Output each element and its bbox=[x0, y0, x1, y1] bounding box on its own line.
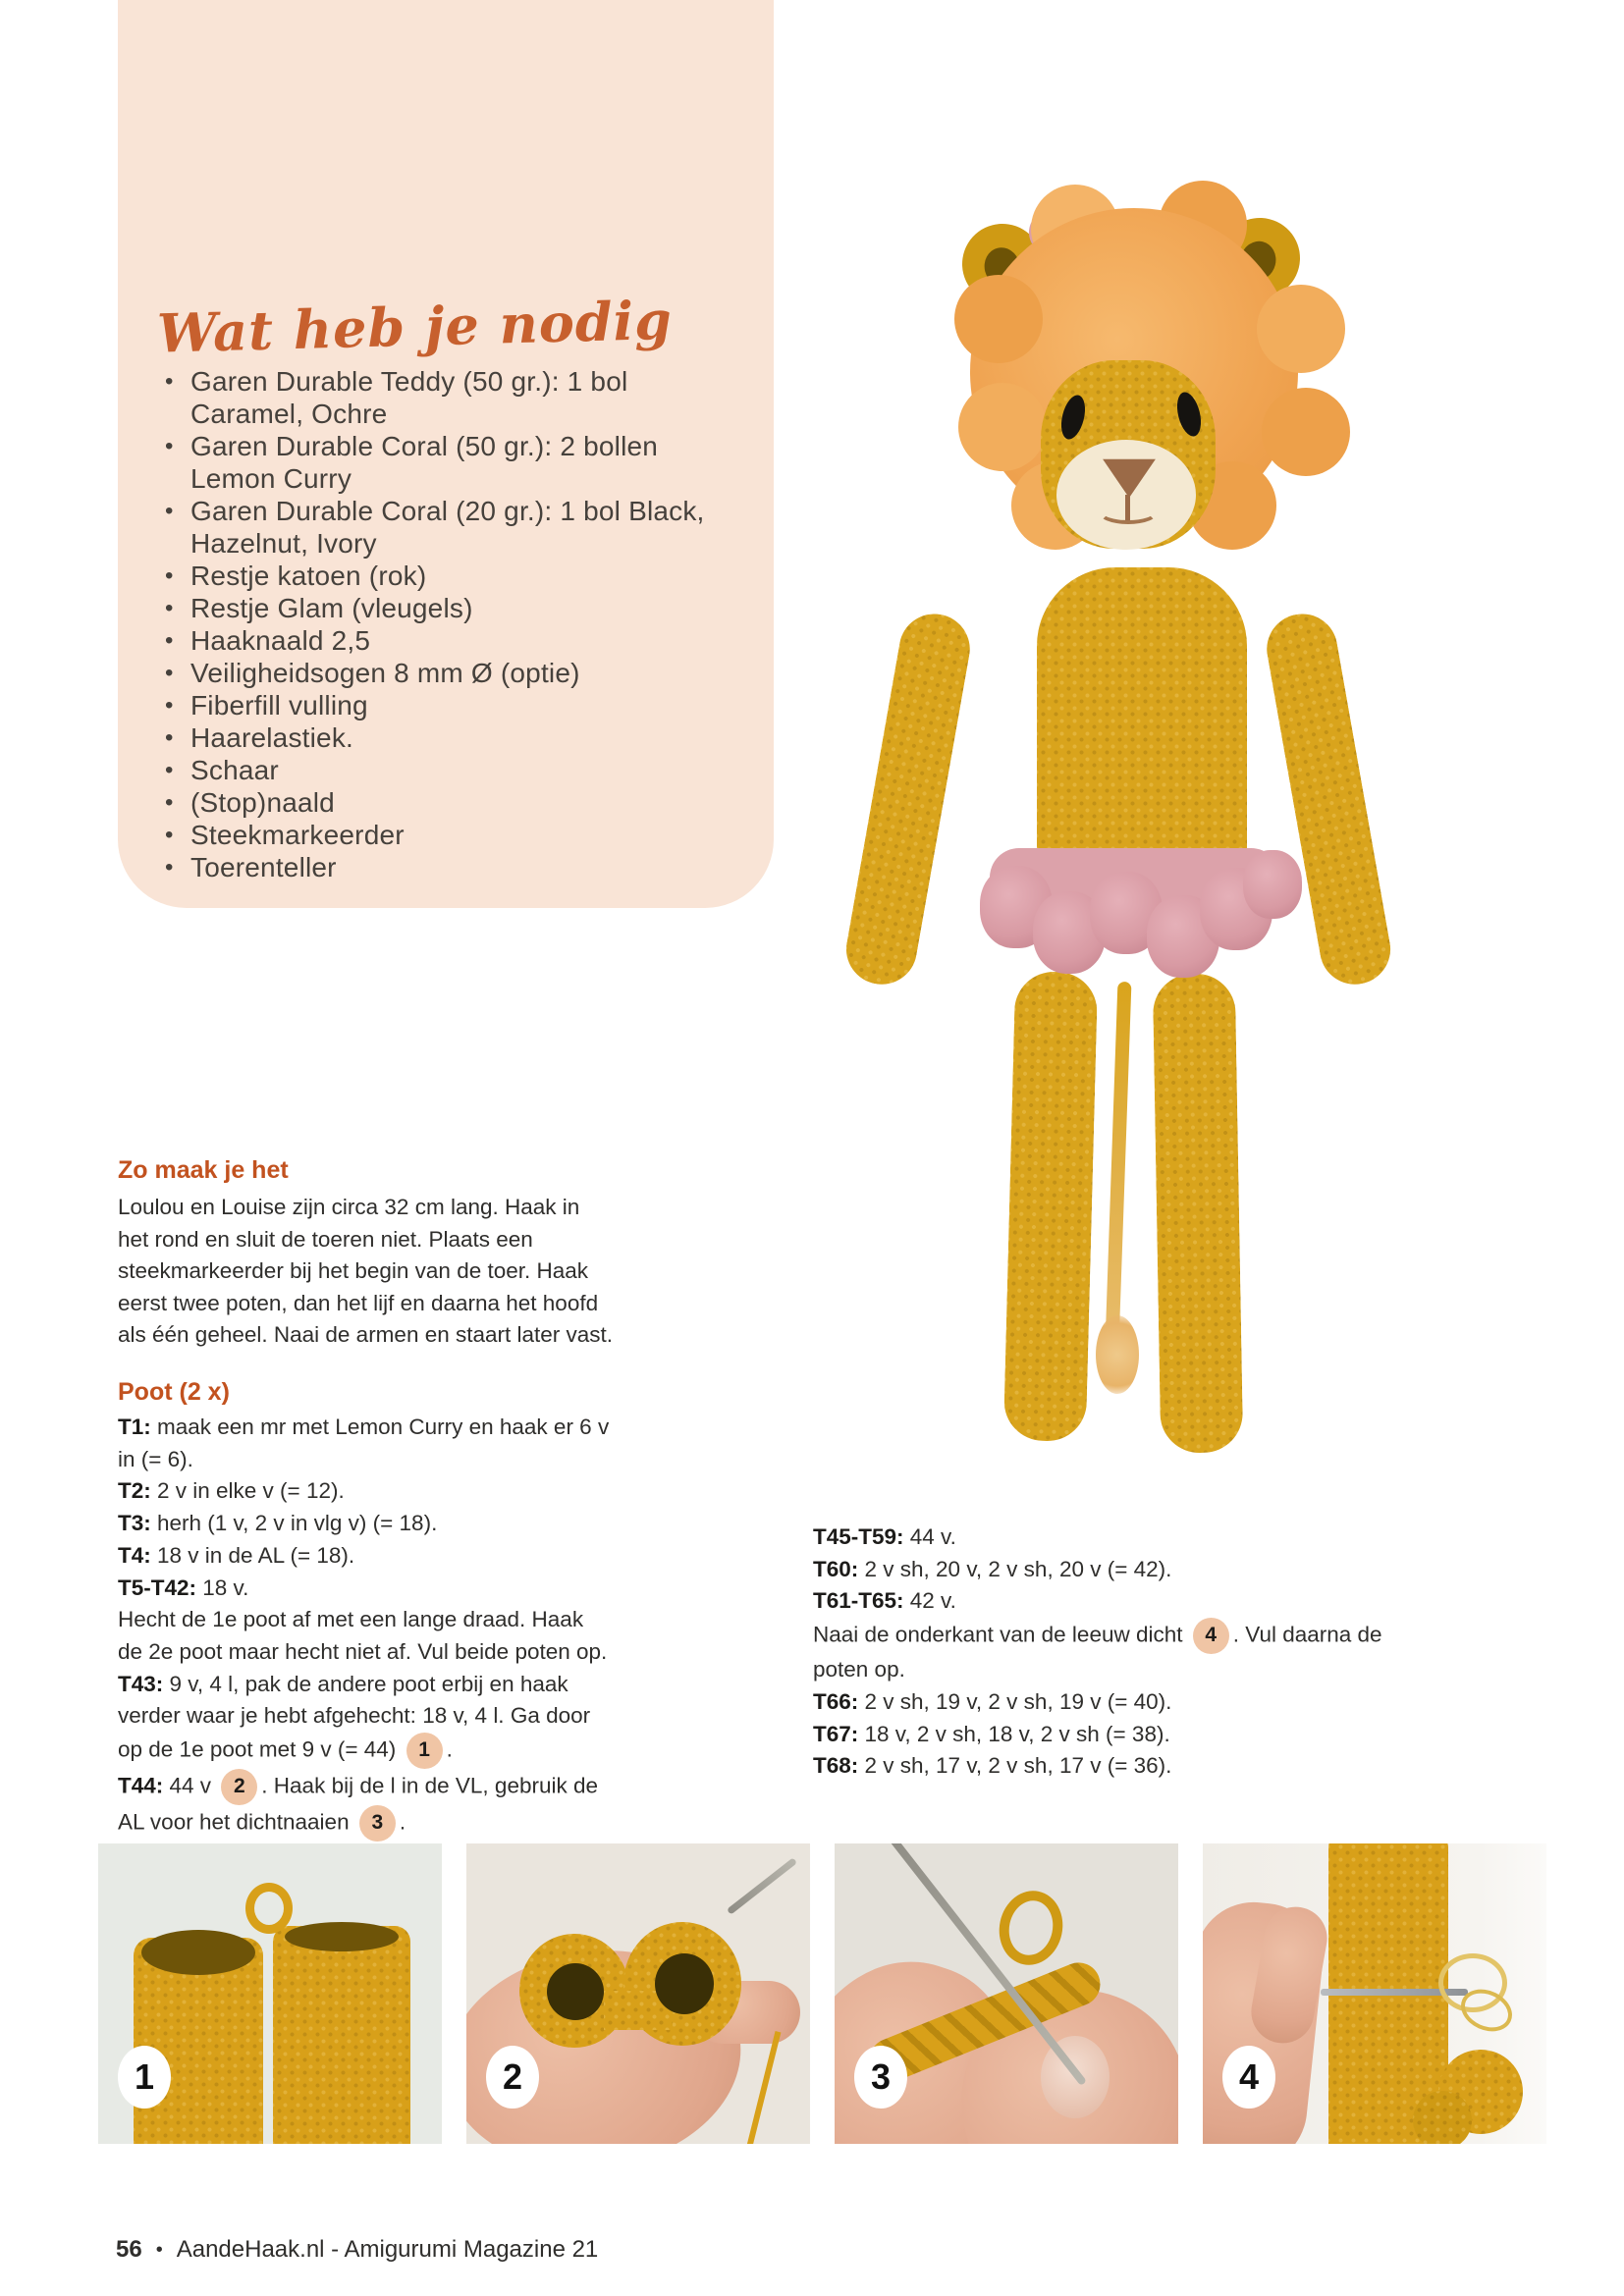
material-item: • Haaknaald 2,5 bbox=[163, 624, 713, 657]
material-item: • Fiberfill vulling bbox=[163, 689, 713, 721]
step-label: T60: bbox=[813, 1556, 859, 1581]
tube-hole bbox=[547, 1963, 604, 2020]
step-note: Hecht de 1e poot af met een lange draad. Haak de 2e poot maar hecht niet af. Vul beide poten op. bbox=[118, 1607, 608, 1664]
yarn-loop bbox=[245, 1883, 293, 1934]
step-row-t66 bbox=[813, 1686, 1402, 1719]
step-label: T2: bbox=[118, 1478, 151, 1504]
step-photo-2 bbox=[466, 1843, 810, 2144]
step-text: 2 v sh, 20 v, 2 v sh, 20 v (= 42). bbox=[858, 1556, 1172, 1581]
photo-badge-1: 1 bbox=[118, 2046, 171, 2109]
step-text: 44 v bbox=[163, 1773, 218, 1798]
step-text: . Haak bij de l in de VL, gebruik de AL voor het dichtnaaien bbox=[118, 1773, 599, 1835]
mane-tuft bbox=[1262, 388, 1350, 476]
material-item: • Garen Durable Coral (20 gr.): 1 bol Black, Hazelnut, Ivory bbox=[163, 495, 713, 560]
step-badge-4: 4 bbox=[1193, 1618, 1229, 1654]
tutu-ruffle bbox=[1243, 850, 1302, 919]
step-label: T43: bbox=[118, 1671, 164, 1696]
step-label: T5-T42: bbox=[118, 1575, 197, 1600]
step-badge-2: 2 bbox=[221, 1769, 257, 1805]
howto-heading: Zo maak je het bbox=[118, 1156, 289, 1184]
step-label: T4: bbox=[118, 1542, 151, 1568]
step-row-t5 bbox=[118, 1573, 614, 1605]
step-note-sew bbox=[813, 1618, 1402, 1686]
lion-tail bbox=[1106, 982, 1132, 1345]
step-row-t43 bbox=[118, 1669, 614, 1769]
lion-arm-right bbox=[1262, 609, 1396, 990]
step-text: 42 v. bbox=[903, 1588, 956, 1614]
photo-badge-4: 4 bbox=[1222, 2046, 1275, 2109]
step-photo-1 bbox=[98, 1843, 442, 2144]
mane-tuft bbox=[1257, 285, 1345, 373]
step-text: 18 v, 2 v sh, 18 v, 2 v sh (= 38). bbox=[858, 1721, 1170, 1746]
page-footer bbox=[116, 2236, 598, 2264]
footer-separator: • bbox=[155, 2238, 163, 2261]
step-row-t4 bbox=[118, 1540, 614, 1573]
step-text: 44 v. bbox=[903, 1524, 956, 1549]
step-text: 2 v in elke v (= 12). bbox=[150, 1478, 345, 1504]
materials-box bbox=[118, 0, 774, 908]
lion-leg-left bbox=[1003, 971, 1098, 1442]
step-row-t2 bbox=[118, 1475, 614, 1508]
step-text: 18 v. bbox=[196, 1575, 249, 1600]
step-text: . Vul daarna de poten op. bbox=[813, 1622, 1382, 1682]
yarn-strand bbox=[747, 2031, 782, 2144]
tube-hole bbox=[655, 1953, 714, 2014]
material-item: • Garen Durable Coral (50 gr.): 2 bollen Lemon Curry bbox=[163, 430, 713, 495]
material-item: • Haarelastiek. bbox=[163, 721, 713, 754]
step-photo-3 bbox=[835, 1843, 1178, 2144]
step-text: Naai de onderkant van de leeuw dicht bbox=[813, 1622, 1189, 1647]
step-label: T66: bbox=[813, 1688, 859, 1714]
material-item: • Toerenteller bbox=[163, 851, 713, 883]
step-text: 2 v sh, 17 v, 2 v sh, 17 v (= 36). bbox=[858, 1753, 1172, 1779]
step-label: T68: bbox=[813, 1753, 859, 1779]
material-item: • Restje katoen (rok) bbox=[163, 560, 713, 592]
step-text: 18 v in de AL (= 18). bbox=[150, 1542, 355, 1568]
lion-arm-left bbox=[840, 609, 975, 990]
lion-leg-right bbox=[1153, 973, 1244, 1453]
page-number: 56 bbox=[116, 2236, 142, 2263]
step-row-t61 bbox=[813, 1585, 1402, 1618]
material-item: • Garen Durable Teddy (50 gr.): 1 bol Caramel, Ochre bbox=[163, 365, 713, 430]
material-item: • (Stop)naald bbox=[163, 786, 713, 819]
step-text: 9 v, 4 l, pak de andere poot erbij en haak verder waar je hebt afgehecht: 18 v, 4 l. Ga door op de 1e poot met 9 v (= 44) bbox=[118, 1671, 591, 1762]
photo-badge-2: 2 bbox=[486, 2046, 539, 2109]
material-item: • Schaar bbox=[163, 754, 713, 786]
step-label: T1: bbox=[118, 1415, 151, 1439]
photo-badge-3: 3 bbox=[854, 2046, 907, 2109]
howto-body: Loulou en Louise zijn circa 32 cm lang. Haak in het rond en sluit de toeren niet. Plaats een steekmarkeerder bij het begin van de toer. Haak eerst twee poten, dan het lijf en daarna het hoofd als één geheel. Naai de armen en staart later vast. bbox=[118, 1195, 614, 1347]
footer-text: AandeHaak.nl - Amigurumi Magazine 21 bbox=[176, 2236, 599, 2263]
step-text: herh (1 v, 2 v in vlg v) (= 18). bbox=[150, 1511, 438, 1536]
lion-tail-tip bbox=[1096, 1315, 1139, 1394]
step-label: T45-T59: bbox=[813, 1524, 904, 1549]
crochet-tube-opening bbox=[141, 1930, 255, 1975]
step-badge-1: 1 bbox=[406, 1733, 443, 1769]
step-text: 2 v sh, 19 v, 2 v sh, 19 v (= 40). bbox=[858, 1688, 1172, 1714]
crochet-hook bbox=[727, 1857, 797, 1914]
materials-list bbox=[163, 365, 713, 883]
yarn-ball bbox=[1413, 2091, 1472, 2144]
material-item: • Steekmarkeerder bbox=[163, 819, 713, 851]
mane-tuft bbox=[954, 275, 1043, 363]
leg-section-heading: Poot (2 x) bbox=[118, 1378, 230, 1406]
mane-tuft bbox=[958, 383, 1047, 471]
step-row-t67 bbox=[813, 1719, 1402, 1751]
step-label: T3: bbox=[118, 1511, 151, 1536]
step-row-t1 bbox=[118, 1412, 614, 1475]
step-label: T61-T65: bbox=[813, 1588, 904, 1614]
step-row-t3 bbox=[118, 1508, 614, 1540]
materials-title: Wat heb je nodig bbox=[156, 288, 674, 365]
step-row-t60 bbox=[813, 1554, 1402, 1586]
step-row-t68 bbox=[813, 1750, 1402, 1783]
step-row-t45 bbox=[813, 1522, 1402, 1554]
step-label: T44: bbox=[118, 1773, 164, 1798]
step-badge-3: 3 bbox=[359, 1805, 396, 1842]
material-item: • Restje Glam (vleugels) bbox=[163, 592, 713, 624]
crochet-tube-opening bbox=[285, 1922, 399, 1951]
crochet-leg-tube bbox=[273, 1926, 410, 2144]
leg-steps-column bbox=[118, 1412, 614, 1842]
lion-smile bbox=[1098, 499, 1159, 524]
lion-doll-photo bbox=[864, 137, 1473, 1482]
yarn-loop bbox=[993, 1885, 1069, 1971]
step-text: . bbox=[446, 1736, 453, 1762]
step-label: T67: bbox=[813, 1721, 859, 1746]
step-row-t44 bbox=[118, 1769, 614, 1842]
step-text: maak een mr met Lemon Curry en haak er 6 v in (= 6). bbox=[118, 1415, 610, 1471]
material-item: • Veiligheidsogen 8 mm Ø (optie) bbox=[163, 657, 713, 689]
step-photo-4 bbox=[1203, 1843, 1546, 2144]
body-steps-column bbox=[813, 1522, 1402, 1783]
step-text: . bbox=[399, 1809, 406, 1835]
